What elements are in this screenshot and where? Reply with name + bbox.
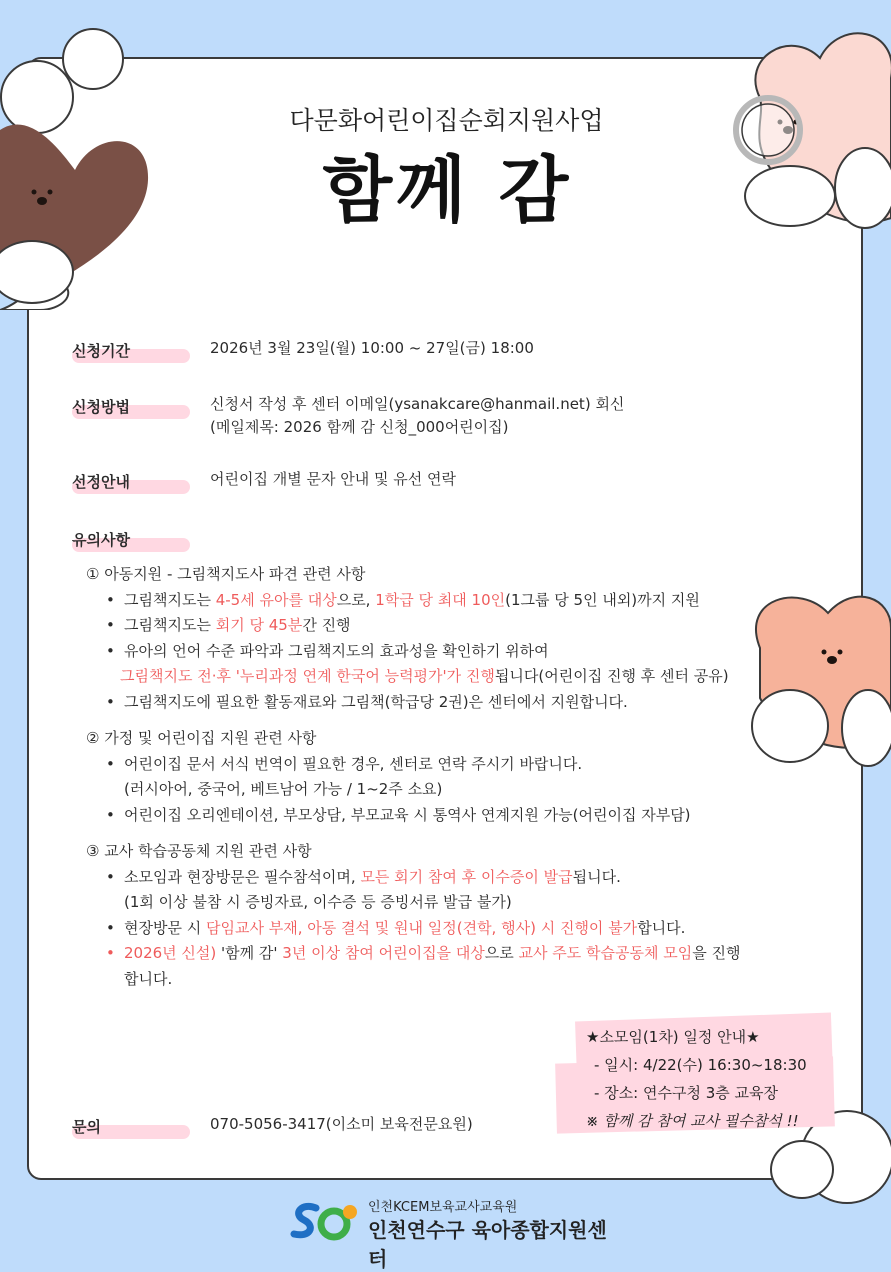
label-contact <box>72 1117 192 1141</box>
list-item: • 유아의 언어 수준 파악과 그림책지도의 효과성을 확인하기 위하여 <box>106 641 549 660</box>
notes-section <box>86 562 786 992</box>
label-method <box>72 397 192 421</box>
method-line: 신청서 작성 후 센터 이메일(ysanakcare@hanmail.net) 회신 <box>210 395 625 413</box>
label-notes <box>72 530 192 554</box>
subtitle-text: 다문화어린이집순회지원사업 <box>289 106 604 135</box>
list-item: • 그림책지도는 회기 당 45분간 진행 <box>106 616 351 634</box>
meeting-date: - 일시: 4/22(수) 16:30~18:30 <box>594 1056 807 1074</box>
center-logo-icon <box>290 1198 360 1244</box>
meeting-note: ※ 함께 감 참여 교사 필수참석 !! <box>586 1112 799 1130</box>
org-small: 인천KCEM보육교사교육원 <box>368 1200 518 1215</box>
list-item: • 그림책지도는 4-5세 유아를 대상으로, 1학급 당 최대 10인(1그룹 당 5인 내외)까지 지원 <box>106 590 700 609</box>
contact-value: 070-5056-3417(이소미 보육전문요원) <box>210 1115 473 1133</box>
meeting-place: - 장소: 연수구청 3층 교육장 <box>594 1084 778 1102</box>
selection-value: 어린이집 개별 문자 안내 및 유선 연락 <box>210 470 456 488</box>
list-item: • 어린이집 오리엔테이션, 부모상담, 부모교육 시 통역사 연계지원 가능(어린이집 자부담) <box>106 805 691 824</box>
label-period <box>72 341 192 365</box>
period-value: 2026년 3월 23일(월) 10:00 ~ 27일(금) 18:00 <box>210 339 534 357</box>
notes-heading: ③ 교사 학습공동체 지원 관련 사항 <box>86 842 312 860</box>
meeting-box <box>586 1023 826 1135</box>
method-value <box>210 393 624 439</box>
label-text: 신청기간 <box>72 342 130 360</box>
list-item: • 그림책지도에 필요한 활동재료와 그림책(학급당 2권)은 센터에서 지원합니다. <box>106 692 628 711</box>
cloud-decoration <box>770 1140 834 1199</box>
method-line: (메일제목: 2026 함께 감 신청_000어린이집) <box>210 418 509 436</box>
list-item: • 현장방문 시 담임교사 부재, 아동 결석 및 원내 일정(견학, 행사) 시 진행이 불가합니다. <box>106 918 686 937</box>
label-text: 신청방법 <box>72 398 130 416</box>
label-text: 문의 <box>72 1118 101 1136</box>
list-item: • 2026년 신설) '함께 감' 3년 이상 참여 어린이집을 대상으로 교사 주도 학습공동체 모임을 진행 <box>106 944 741 962</box>
notes-heading: ② 가정 및 어린이집 지원 관련 사항 <box>86 729 317 747</box>
list-item: • 어린이집 문서 서식 번역이 필요한 경우, 센터로 연락 주시기 바랍니다. <box>106 754 583 773</box>
list-item-continued: (1회 이상 불참 시 증빙자료, 이수증 등 증빙서류 발급 불가) <box>124 893 512 911</box>
pink-heart-icon <box>730 18 891 233</box>
page-subtitle <box>259 104 634 138</box>
label-selection <box>72 472 192 496</box>
list-item: • 소모임과 현장방문은 필수참석이며, 모든 회기 참여 후 이수증이 발급됩니다. <box>106 867 621 886</box>
cloud-decoration <box>62 28 124 90</box>
list-item-continued: 합니다. <box>124 969 173 988</box>
list-item-continued: (러시아어, 중국어, 베트남어 가능 / 1~2주 소요) <box>124 780 443 798</box>
org-big: 인천연수구 육아종합지원센터 <box>368 1218 607 1271</box>
meeting-title: ★소모임(1차) 일정 안내★ <box>586 1028 760 1046</box>
label-text: 유의사항 <box>72 531 130 549</box>
notes-heading: ① 아동지원 - 그림책지도사 파견 관련 사항 <box>86 565 366 583</box>
list-item-continued: 그림책지도 전·후 '누리과정 연계 한국어 능력평가'가 진행됩니다(어린이집 진행 후 센터 공유) <box>120 667 729 685</box>
label-text: 선정안내 <box>72 473 130 491</box>
page-title: 함께 감 <box>322 148 573 232</box>
footer-logo <box>290 1196 620 1271</box>
